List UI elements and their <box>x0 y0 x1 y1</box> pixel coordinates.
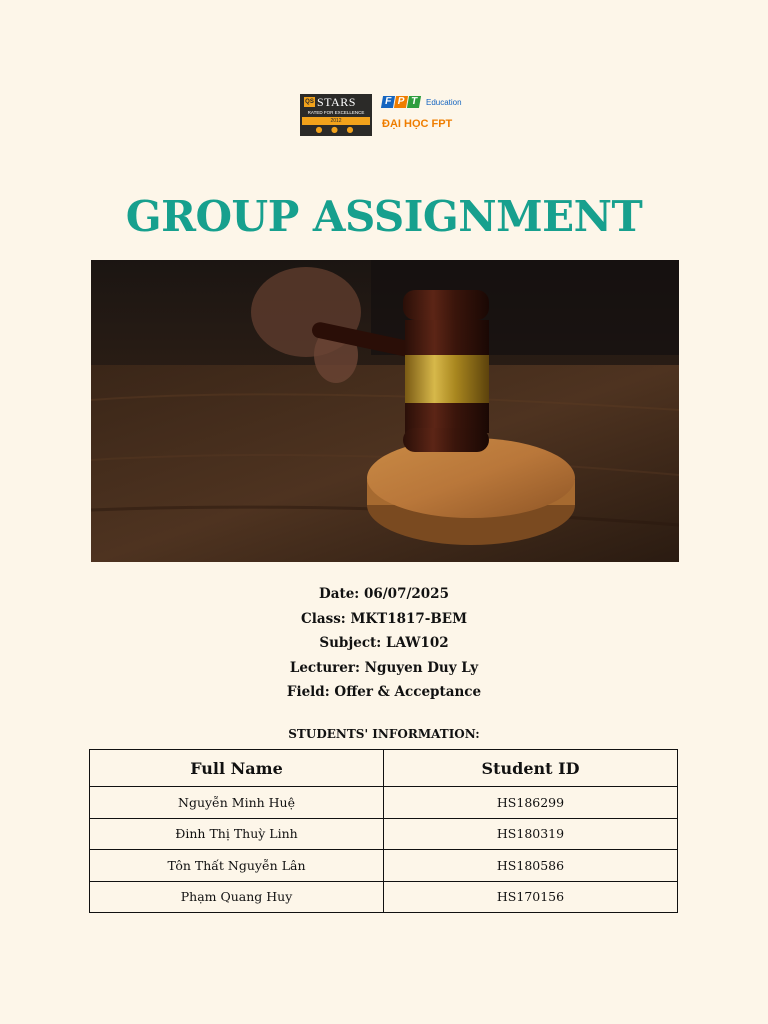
table-row <box>90 850 678 882</box>
fpt-education-label: Education <box>426 98 462 107</box>
table-row <box>90 818 678 850</box>
fpt-letter-t: T <box>407 96 421 108</box>
stars-wordmark: STARS <box>317 95 356 109</box>
class-line: Class: MKT1817-BEM <box>300 610 468 627</box>
page-title: GROUP ASSIGNMENT <box>125 192 643 241</box>
subject-line: Subject: LAW102 <box>319 635 449 651</box>
lecturer-line: Lecturer: Nguyen Duy Ly <box>289 659 479 676</box>
student-name: Phạm Quang Huy <box>90 881 384 913</box>
column-header-full-name: Full Name <box>90 750 384 787</box>
student-id: HS186299 <box>384 787 678 819</box>
student-name: Tôn Thất Nguyễn Lân <box>90 850 384 882</box>
stars-year: 2012 <box>302 117 370 125</box>
students-heading: STUDENTS' INFORMATION: <box>288 727 480 741</box>
qs-badge: QS <box>305 99 314 105</box>
stars-rating-dots: ● ● ● <box>315 125 357 134</box>
logo-group <box>300 94 480 138</box>
gavel-illustration <box>91 260 679 562</box>
students-table <box>89 749 678 913</box>
student-id: HS180319 <box>384 818 678 850</box>
fpt-letter-f: F <box>381 96 395 108</box>
student-name: Nguyễn Minh Huệ <box>90 787 384 819</box>
student-name: Đinh Thị Thuỳ Linh <box>90 818 384 850</box>
student-id: HS170156 <box>384 881 678 913</box>
student-id: HS180586 <box>384 850 678 882</box>
assignment-details <box>0 582 768 705</box>
fpt-mark <box>382 96 420 108</box>
table-row <box>90 787 678 819</box>
fpt-letter-p: P <box>394 96 408 108</box>
date-line: Date: 06/07/2025 <box>319 586 449 602</box>
column-header-student-id: Student ID <box>384 750 678 787</box>
table-header-row <box>90 750 678 787</box>
qs-stars-logo <box>300 94 372 136</box>
gavel-photo <box>91 260 679 562</box>
fpt-education-logo <box>382 96 482 138</box>
stars-tagline: RATED FOR EXCELLENCE <box>307 110 365 115</box>
fpt-university-name: ĐẠI HỌC FPT <box>382 118 453 130</box>
table-row <box>90 881 678 913</box>
field-line: Field: Offer & Acceptance <box>286 684 482 700</box>
